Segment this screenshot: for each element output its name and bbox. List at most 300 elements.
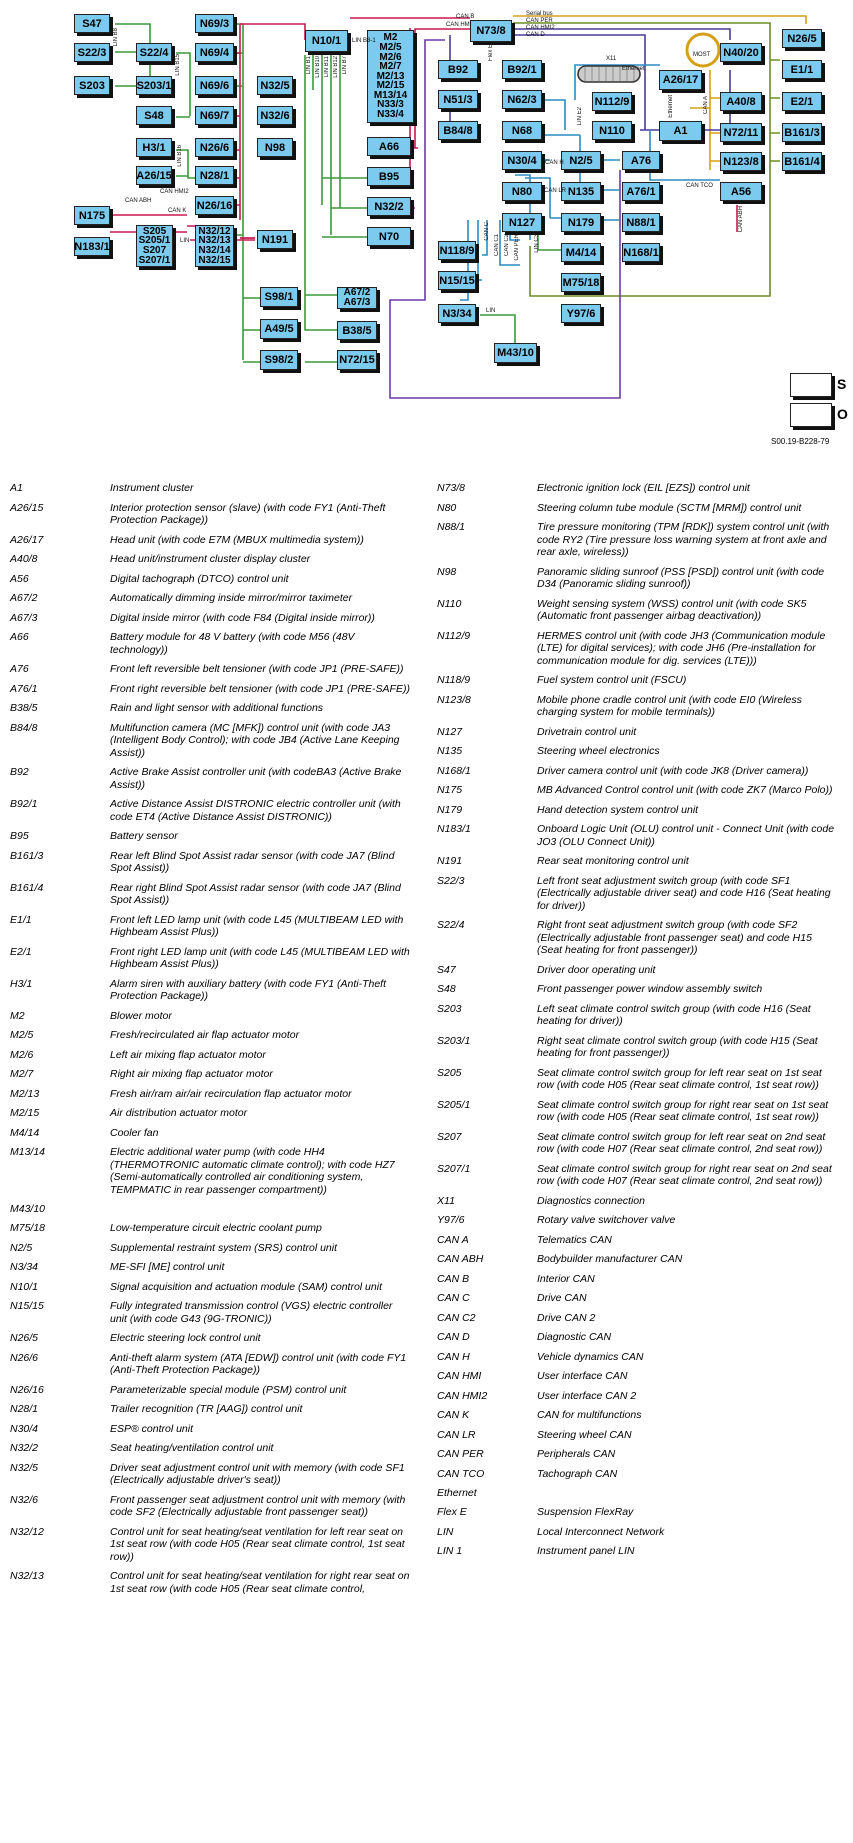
wire-label: CAN C2 <box>504 234 510 257</box>
node-A76: A76 <box>622 151 660 170</box>
legend-description: Left front seat adjustment switch group (with code SF1 (Electrically adjustable driver seat) and code H16 (Seat heating for driver)) <box>537 874 831 912</box>
legend-entry <box>427 1409 847 1422</box>
legend-entry <box>0 553 420 566</box>
legend-code: B84/8 <box>10 721 38 734</box>
node-N26-5: N26/5 <box>782 29 822 48</box>
legend-code: B92 <box>10 766 29 778</box>
node-N69-4: N69/4 <box>195 43 234 62</box>
legend-description: ME-SFI [ME] control unit <box>110 1261 225 1273</box>
node-N26-16: N26/16 <box>195 196 234 215</box>
legend-code: N26/6 <box>10 1351 39 1364</box>
legend-entry <box>427 1003 847 1028</box>
wire-label: LIN B12 <box>333 56 339 78</box>
legend-entry <box>427 482 847 495</box>
legend-code: N10/1 <box>10 1280 39 1293</box>
node-N69-7: N69/7 <box>195 106 234 125</box>
node-E2-1: E2/1 <box>782 92 822 111</box>
legend-entry <box>427 1292 847 1305</box>
legend-description: Steering wheel electronics <box>537 745 660 757</box>
legend-description: Control unit for seat heating/seat ventilation for left rear seat on 1st seat row (with code H05 (Rear seat climate control, 1st seat row)) <box>110 1525 405 1563</box>
legend-code: N32/5 <box>10 1461 39 1474</box>
node-N168-1: N168/1 <box>622 243 660 262</box>
node-N28-1: N28/1 <box>195 166 234 185</box>
legend-code: N73/8 <box>437 482 466 494</box>
legend-entry <box>0 722 420 760</box>
legend-description: CAN for multifunctions <box>537 1409 642 1421</box>
legend-description: Supplemental restraint system (SRS) control unit <box>110 1241 338 1254</box>
legend-code: M2/15 <box>10 1107 40 1119</box>
legend-description: Automatically dimming inside mirror/mirror taximeter <box>110 592 353 604</box>
legend-code: N135 <box>437 745 463 757</box>
node-H3-1: H3/1 <box>136 138 172 157</box>
wire-label: CAN C1 <box>494 234 500 257</box>
legend-entry <box>0 1107 420 1120</box>
node-B38-5: B38/5 <box>337 321 377 340</box>
legend-entry <box>0 573 420 586</box>
node-N179: N179 <box>561 213 601 232</box>
legend-entry <box>427 1035 847 1060</box>
node-N73-8: N73/8 <box>470 20 512 42</box>
legend-description: Signal acquisition and actuation module (SAM) control unit <box>110 1280 382 1293</box>
wire-label: CAN K <box>168 208 187 214</box>
legend-description: Front right LED lamp unit (with code L45 (MULTIBEAM LED with Highbeam Assist Plus)) <box>110 945 410 970</box>
legend-entry <box>427 726 847 739</box>
node-S98-2: S98/2 <box>260 350 298 370</box>
legend-code: CAN C <box>437 1292 470 1304</box>
legend-entry <box>0 502 420 527</box>
legend-code: CAN LR <box>437 1428 476 1441</box>
legend-code: A26/17 <box>10 533 44 546</box>
legend-entry <box>427 598 847 623</box>
node-N88-1: N88/1 <box>622 213 660 232</box>
node-M43-10: M43/10 <box>494 343 537 363</box>
node-B95: B95 <box>367 167 411 186</box>
legend-swatch-s <box>790 373 832 397</box>
legend-description: Head unit (with code E7M (MBUX multimedia system)) <box>110 533 364 546</box>
legend-description: Front passenger seat adjustment control unit with memory (with code SF2 (Electrically adjustable front passenger seat)) <box>110 1493 406 1518</box>
legend-code: N15/15 <box>10 1300 44 1312</box>
wire-label: CAN A <box>703 96 709 115</box>
legend-description: Fresh air/ram air/air recirculation flap actuator motor <box>110 1087 352 1100</box>
legend-description: Left air mixing flap actuator motor <box>110 1048 266 1061</box>
node-N3-34: N3/34 <box>438 304 476 323</box>
legend-description: Interior CAN <box>537 1272 595 1285</box>
legend-code: M43/10 <box>10 1203 46 1215</box>
legend-code: A76/1 <box>10 682 38 695</box>
legend-code: CAN K <box>437 1409 470 1421</box>
wire-label: CAN LR <box>544 188 567 194</box>
node-A67-group: A67/2 A67/3 <box>337 287 377 309</box>
legend-code: S207 <box>437 1130 462 1143</box>
legend-code: B95 <box>10 830 29 842</box>
legend-code: Ethernet <box>437 1487 477 1499</box>
wire-label: MOST <box>693 52 711 58</box>
legend-code: N30/4 <box>10 1422 39 1435</box>
node-N110: N110 <box>592 121 632 140</box>
legend-code: A1 <box>10 482 23 494</box>
node-N32-12-group: N32/12 N32/13 N32/14 N32/15 <box>195 225 234 267</box>
wire-label: LIN B11 <box>324 56 330 78</box>
legend-entry <box>0 1242 420 1255</box>
node-A40-8: A40/8 <box>720 92 762 111</box>
legend-entry <box>427 983 847 996</box>
legend-entry <box>0 631 420 656</box>
legend-entry <box>0 1261 420 1274</box>
legend-description: Seat heating/ventilation control unit <box>110 1442 274 1454</box>
legend-description: Fresh/recirculated air flap actuator motor <box>110 1029 300 1041</box>
legend-code: M4/14 <box>10 1126 40 1139</box>
legend-entry <box>427 1331 847 1344</box>
node-N98: N98 <box>257 138 293 157</box>
legend-entry <box>0 798 420 823</box>
node-N135: N135 <box>561 182 601 201</box>
legend-description: Hand detection system control unit <box>537 803 699 816</box>
wire-label: CAN HMI2 <box>526 25 555 31</box>
legend-entry <box>427 1370 847 1383</box>
legend-description: Active Brake Assist controller unit (with codeBA3 (Active Brake Assist)) <box>110 766 402 791</box>
node-N32-5: N32/5 <box>257 76 293 95</box>
node-B92-1: B92/1 <box>502 60 542 79</box>
legend-code: N175 <box>437 784 463 796</box>
legend-entry <box>427 1429 847 1442</box>
legend-column-left <box>0 482 420 1602</box>
legend-entry <box>0 1332 420 1345</box>
legend-entry <box>427 745 847 758</box>
node-N40-20: N40/20 <box>720 43 762 62</box>
legend-entry <box>0 592 420 605</box>
node-A1: A1 <box>659 121 702 141</box>
node-M4-14: M4/14 <box>561 243 601 262</box>
legend-code: LIN <box>437 1525 454 1538</box>
legend-description: Instrument cluster <box>110 482 194 494</box>
legend-entry <box>427 1195 847 1208</box>
node-N10-1: N10/1 <box>305 30 348 52</box>
wire-label: Ethernet <box>668 95 674 118</box>
legend-code: N179 <box>437 803 463 816</box>
legend-description: Telematics CAN <box>537 1233 612 1246</box>
legend-code: N127 <box>437 725 463 738</box>
legend-entry <box>427 1099 847 1124</box>
legend-description: Onboard Logic Unit (OLU) control unit - Connect Unit (with code JO3 (OLU Connect Unit)) <box>537 823 835 848</box>
legend-entry <box>0 946 420 971</box>
node-A49-5: A49/5 <box>260 319 298 339</box>
legend-code: B161/3 <box>10 849 44 862</box>
legend-entry <box>427 1468 847 1481</box>
legend-description: Anti-theft alarm system (ATA [EDW]) control unit (with code FY1 (Anti-Theft Protection Package)) <box>110 1351 407 1376</box>
legend-code: LIN 1 <box>437 1545 463 1557</box>
legend-entry <box>427 1351 847 1364</box>
legend-code: S205/1 <box>437 1098 471 1111</box>
legend-entry <box>427 1214 847 1227</box>
legend-description: Bodybuilder manufacturer CAN <box>537 1253 683 1265</box>
node-A26-15: A26/15 <box>136 166 172 185</box>
node-N62-3: N62/3 <box>502 90 542 109</box>
legend-description: Trailer recognition (TR [AAG]) control unit <box>110 1403 303 1415</box>
legend-code: B161/4 <box>10 881 44 894</box>
legend-entry <box>0 1442 420 1455</box>
legend-description: Peripherals CAN <box>537 1448 616 1460</box>
node-N80: N80 <box>502 182 542 201</box>
legend-entry <box>0 683 420 696</box>
legend-description: Rear seat monitoring control unit <box>537 855 689 867</box>
legend-code: CAN HMI <box>437 1370 482 1382</box>
legend-entry <box>427 1067 847 1092</box>
legend-code: S205 <box>437 1066 462 1079</box>
legend-description: Cooler fan <box>110 1126 159 1139</box>
legend-description: Digital tachograph (DTCO) control unit <box>110 572 289 585</box>
node-S22-4: S22/4 <box>136 43 172 62</box>
node-N127: N127 <box>502 213 542 232</box>
legend-entry <box>427 1234 847 1247</box>
node-N123-8: N123/8 <box>720 152 762 171</box>
legend-entry <box>427 855 847 868</box>
legend-entry <box>0 612 420 625</box>
legend-entry <box>427 804 847 817</box>
legend-code: M2/6 <box>10 1048 34 1061</box>
wire-label: Flex E <box>488 44 494 62</box>
legend-entry <box>0 882 420 907</box>
legend-description: Parameterizable special module (PSM) control unit <box>110 1383 347 1396</box>
node-S205-group: S205 S205/1 S207 S207/1 <box>136 225 173 267</box>
legend-description: Tachograph CAN <box>537 1467 618 1480</box>
legend-entry <box>0 1010 420 1023</box>
legend-entry <box>427 1448 847 1461</box>
legend-entry <box>0 1403 420 1416</box>
legend-code: S22/3 <box>437 874 465 887</box>
legend-entry <box>427 1253 847 1266</box>
legend-code: X11 <box>437 1194 455 1207</box>
legend-code: M2/13 <box>10 1087 40 1100</box>
legend-code: E1/1 <box>10 913 32 926</box>
legend-description: Rotary valve switchover valve <box>537 1214 676 1226</box>
node-N191: N191 <box>257 230 293 249</box>
legend-code: CAN A <box>437 1233 469 1246</box>
legend-entry <box>0 1127 420 1140</box>
legend-code: N32/13 <box>10 1570 44 1582</box>
legend-code: N2/5 <box>10 1241 33 1254</box>
legend-entry <box>427 502 847 515</box>
wire-label: LIN B10 <box>315 56 321 78</box>
wire-label: CAN TCO <box>686 183 713 189</box>
legend-description: Battery sensor <box>110 830 178 842</box>
legend-code: M2/7 <box>10 1068 34 1080</box>
legend-description <box>537 1487 837 1499</box>
legend-entry <box>0 766 420 791</box>
legend-entry <box>427 1273 847 1286</box>
legend-entry <box>0 830 420 843</box>
legend-entry <box>427 674 847 687</box>
legend-code: N32/6 <box>10 1493 39 1506</box>
legend-entry <box>0 482 420 495</box>
wire-label: LIN B1 <box>306 56 312 75</box>
legend-description: HERMES control unit (with code JH3 (Communication module (LTE) for digital services); with code JH6 (Pre-installation for communication module for dig. services (LTE))) <box>537 629 826 667</box>
legend-code: CAN B <box>437 1272 470 1285</box>
legend-code: A26/15 <box>10 501 44 514</box>
legend-code: CAN C2 <box>437 1311 476 1324</box>
legend-description: Vehicle dynamics CAN <box>537 1350 644 1363</box>
legend-description: Digital inside mirror (with code F84 (Digital inside mirror)) <box>110 611 375 624</box>
node-S203: S203 <box>74 76 110 95</box>
node-N2-5: N2/5 <box>561 151 601 170</box>
node-M75-18: M75/18 <box>561 273 601 292</box>
legend-description: Tire pressure monitoring (TPM [RDK]) system control unit (with code RY2 (Tire pressure loss warning system at front axle and rear axle, wireless)) <box>537 521 830 558</box>
figure-code: S00.19-B228-79 <box>771 437 830 446</box>
legend-description: ESP® control unit <box>110 1422 194 1435</box>
node-S98-1: S98/1 <box>260 287 298 307</box>
legend-description: Weight sensing system (WSS) control unit (with code SK5 (Automatic front passenger airbag deactivation)) <box>537 597 807 622</box>
legend-entry <box>427 823 847 848</box>
legend-code: N3/34 <box>10 1261 39 1273</box>
legend-entry <box>0 1146 420 1196</box>
node-N15-15: N15/15 <box>438 271 476 290</box>
legend-code: A67/2 <box>10 592 38 604</box>
legend-entry <box>427 964 847 977</box>
node-N68: N68 <box>502 121 542 140</box>
legend-code: A76 <box>10 663 29 675</box>
legend-description: Diagnostics connection <box>537 1194 645 1207</box>
legend-swatch-o <box>790 403 832 427</box>
node-M2-group: M2 M2/5 M2/6 M2/7 M2/13 M2/15 M13/14 N33/3 N33/4 <box>367 30 414 123</box>
legend-description: Battery module for 48 V battery (with code M56 (48V technology)) <box>110 631 355 656</box>
legend-code: S207/1 <box>437 1162 471 1175</box>
node-N69-6: N69/6 <box>195 76 234 95</box>
legend-entry <box>427 1131 847 1156</box>
legend-code: M75/18 <box>10 1222 46 1234</box>
wire-label: LIN B16 <box>177 145 183 167</box>
legend-description: Driver seat adjustment control unit with memory (with code SF1 (Electrically adjustable driver's seat)) <box>110 1461 405 1486</box>
legend-code: Flex E <box>437 1506 467 1518</box>
node-S47: S47 <box>74 14 110 33</box>
legend-code: A66 <box>10 631 29 643</box>
node-A76-1: A76/1 <box>622 182 660 201</box>
legend-code: M13/14 <box>10 1146 46 1158</box>
legend-entry <box>427 765 847 778</box>
wire-label: CAN B <box>456 14 475 20</box>
wire-label: CAN C <box>484 222 490 241</box>
wire-label: LIN B7 <box>342 56 348 75</box>
legend-description: Front left LED lamp unit (with code L45 (MULTIBEAM LED with Highbeam Assist Plus)) <box>110 913 404 938</box>
legend-entry <box>427 1506 847 1519</box>
wire-label: CAN ABH <box>125 198 152 204</box>
legend-description: Left seat climate control switch group (with code H16 (Seat heating for driver)) <box>537 1002 811 1027</box>
legend-description: Drive CAN 2 <box>537 1311 596 1324</box>
legend-code: A56 <box>10 572 29 585</box>
legend-code: CAN PER <box>437 1448 484 1460</box>
legend-entry <box>0 663 420 676</box>
wire-label: LIN <box>180 238 190 244</box>
wire-label: X11 <box>606 56 617 62</box>
legend-code: CAN TCO <box>437 1467 485 1480</box>
legend-description: MB Advanced Control control unit (with code ZK7 (Marco Polo)) <box>537 784 833 796</box>
legend-entry <box>0 1203 420 1215</box>
legend-description: Panoramic sliding sunroof (PSS [PSD]) control unit (with code D34 (Panoramic sliding sunroof)) <box>537 565 825 590</box>
legend-code: B38/5 <box>10 702 38 714</box>
legend-code: N118/9 <box>437 674 471 686</box>
legend-description: Low-temperature circuit electric coolant pump <box>110 1222 322 1234</box>
wire-label: LIN B8 <box>113 28 119 47</box>
legend-code: N191 <box>437 855 463 867</box>
legend-entry <box>0 534 420 547</box>
legend-entry <box>427 919 847 957</box>
legend-description: Seat climate control switch group for left rear seat on 1st seat row (with code H05 (Rear seat climate control, 1st seat row)) <box>537 1066 822 1091</box>
legend-code: N26/5 <box>10 1332 39 1344</box>
wire-label: LIN B8-1 <box>352 38 376 44</box>
legend-description: Suspension FlexRay <box>537 1506 634 1518</box>
legend-entry <box>427 1390 847 1403</box>
legend-description: Multifunction camera (MC [MFK]) control unit (with code JA3 (Intelligent Body Control); with code JB4 (Active Lane Keeping Assist)) <box>110 721 400 759</box>
wire-label: CAN D <box>526 32 545 38</box>
legend-entry <box>0 1423 420 1436</box>
node-Y97-6: Y97/6 <box>561 304 601 323</box>
legend-entry <box>427 630 847 668</box>
node-B92: B92 <box>438 60 478 79</box>
legend-description: Right front seat adjustment switch group (with code SF2 (Electrically adjustable front passenger seat) and code H15 (Seat heating for front passenger)) <box>537 919 812 956</box>
wire-label: CAN HMI <box>446 22 472 28</box>
legend-description: Steering column tube module (SCTM [MRM]) control unit <box>537 501 802 514</box>
legend-description: Electric additional water pump (with code HH4 (THERMOTRONIC automatic climate control); with code HZ7 (Semi-automatically controlled air conditioning system, TEMPMATIC in rear passenger compartment)) <box>110 1146 395 1196</box>
legend-code: N123/8 <box>437 693 471 706</box>
wire-label: CAN PER <box>514 234 520 261</box>
legend-code: S203/1 <box>437 1034 471 1047</box>
legend-description: Driver door operating unit <box>537 963 656 976</box>
legend-entry <box>427 784 847 797</box>
legend-code: CAN HMI2 <box>437 1389 488 1402</box>
legend-description: Right air mixing flap actuator motor <box>110 1068 273 1080</box>
legend-description: User interface CAN <box>537 1370 628 1382</box>
legend-code: S47 <box>437 963 456 976</box>
legend-description: Steering wheel CAN <box>537 1428 632 1441</box>
legend-code: E2/1 <box>10 945 32 958</box>
legend-code: N28/1 <box>10 1403 39 1415</box>
legend-entry <box>0 1088 420 1101</box>
node-S22-3: S22/3 <box>74 43 110 62</box>
legend-entry <box>0 1300 420 1325</box>
node-N72-11: N72/11 <box>720 123 762 142</box>
wire-label: Serial bus <box>526 11 553 17</box>
legend-description: Blower motor <box>110 1009 172 1022</box>
legend-description: Rear left Blind Spot Assist radar sensor (with code JA7 (Blind Spot Assist)) <box>110 849 395 874</box>
legend-description: Drive CAN <box>537 1292 587 1304</box>
legend-code: N98 <box>437 565 457 578</box>
legend-description: Seat climate control switch group for right rear seat on 1st seat row (with code H05 (Rear seat climate control, 1st seat row)) <box>537 1098 829 1123</box>
legend-code: N32/2 <box>10 1442 39 1454</box>
node-E1-1: E1/1 <box>782 60 822 79</box>
legend-description: Fully integrated transmission control (VGS) electric controller unit (with code G43 (9G-TRONIC)) <box>110 1300 393 1325</box>
legend-code: N88/1 <box>437 521 466 533</box>
legend-entry <box>0 850 420 875</box>
legend-description: User interface CAN 2 <box>537 1389 637 1402</box>
legend-entry <box>0 1068 420 1081</box>
legend-description: Active Distance Assist DISTRONIC electric controller unit (with code ET4 (Active Distance Assist DISTRONIC)) <box>110 798 401 823</box>
legend-entry <box>0 1049 420 1062</box>
node-N69-3: N69/3 <box>195 14 234 33</box>
wire-label: LIN C3 <box>534 234 540 253</box>
node-A26-17: A26/17 <box>659 70 702 90</box>
legend-entry <box>0 702 420 715</box>
node-N118-9: N118/9 <box>438 241 476 260</box>
legend-code: M2/5 <box>10 1029 34 1041</box>
wire-label: LIN <box>486 308 496 314</box>
legend-code: N112/9 <box>437 629 471 642</box>
legend-entry <box>0 1570 420 1595</box>
legend-entry <box>427 1545 847 1558</box>
legend-code: N110 <box>437 597 462 610</box>
legend-code: H3/1 <box>10 977 33 990</box>
legend-entry <box>427 1163 847 1188</box>
wire-label: LIN E2 <box>577 107 583 126</box>
legend-entry <box>0 1029 420 1042</box>
node-N51-3: N51/3 <box>438 90 478 109</box>
